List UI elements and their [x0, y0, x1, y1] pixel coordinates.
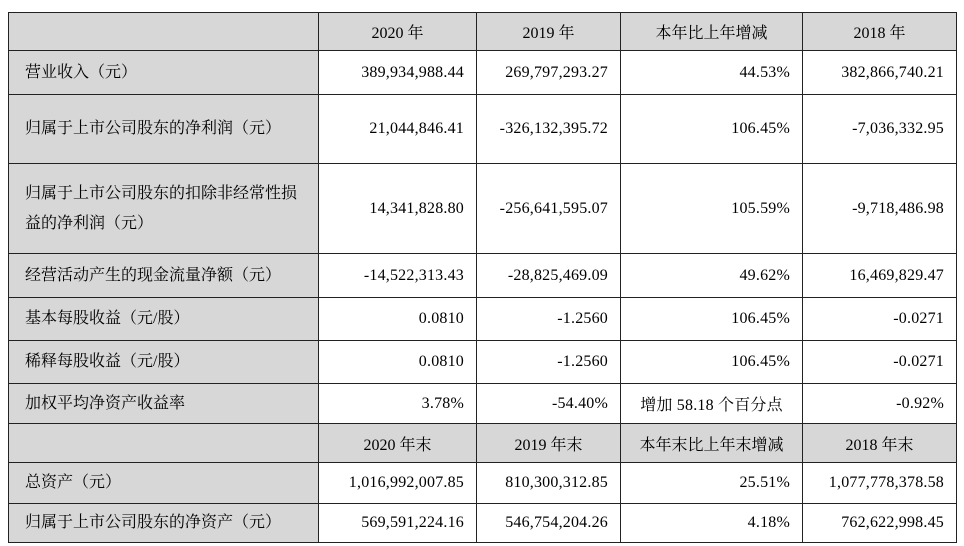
value-cell: 4.18%	[621, 504, 803, 543]
value-cell: 105.59%	[621, 164, 803, 254]
col-header-2019: 2019 年	[477, 13, 621, 51]
value-cell: 389,934,988.44	[319, 51, 477, 95]
value-cell: 增加 58.18 个百分点	[621, 384, 803, 424]
annual-header-row	[9, 13, 957, 51]
row-label: 基本每股收益（元/股）	[9, 298, 319, 341]
col-header-2020-eoy: 2020 年末	[319, 424, 477, 463]
value-cell: 16,469,829.47	[803, 254, 957, 298]
value-cell: 25.51%	[621, 463, 803, 504]
value-cell: -9,718,486.98	[803, 164, 957, 254]
row-operating-revenue	[9, 51, 957, 95]
row-label: 营业收入（元）	[9, 51, 319, 95]
col-header-2019-eoy: 2019 年末	[477, 424, 621, 463]
corner-cell	[9, 13, 319, 51]
value-cell: 810,300,312.85	[477, 463, 621, 504]
row-label: 归属于上市公司股东的净资产（元）	[9, 504, 319, 543]
value-cell: -1.2560	[477, 341, 621, 384]
value-cell: 21,044,846.41	[319, 95, 477, 164]
eoy-header-row	[9, 424, 957, 463]
row-label: 总资产（元）	[9, 463, 319, 504]
value-cell: 569,591,224.16	[319, 504, 477, 543]
col-header-2018-eoy: 2018 年末	[803, 424, 957, 463]
value-cell: 546,754,204.26	[477, 504, 621, 543]
col-header-eoy-change: 本年末比上年末增减	[621, 424, 803, 463]
value-cell: -1.2560	[477, 298, 621, 341]
value-cell: -7,036,332.95	[803, 95, 957, 164]
row-diluted-eps	[9, 341, 957, 384]
value-cell: 762,622,998.45	[803, 504, 957, 543]
value-cell: -326,132,395.72	[477, 95, 621, 164]
row-net-assets-attributable	[9, 504, 957, 543]
value-cell: 382,866,740.21	[803, 51, 957, 95]
value-cell: 3.78%	[319, 384, 477, 424]
value-cell: -256,641,595.07	[477, 164, 621, 254]
value-cell: 106.45%	[621, 298, 803, 341]
row-label: 加权平均净资产收益率	[9, 384, 319, 424]
value-cell: 14,341,828.80	[319, 164, 477, 254]
row-label: 经营活动产生的现金流量净额（元）	[9, 254, 319, 298]
value-cell: 1,077,778,378.58	[803, 463, 957, 504]
row-basic-eps	[9, 298, 957, 341]
value-cell: 0.0810	[319, 298, 477, 341]
value-cell: -0.0271	[803, 341, 957, 384]
value-cell: -0.0271	[803, 298, 957, 341]
row-label: 稀释每股收益（元/股）	[9, 341, 319, 384]
value-cell: 1,016,992,007.85	[319, 463, 477, 504]
row-net-profit-attributable	[9, 95, 957, 164]
value-cell: 269,797,293.27	[477, 51, 621, 95]
row-net-profit-excl-nonrecurring	[9, 164, 957, 254]
value-cell: -28,825,469.09	[477, 254, 621, 298]
value-cell: -54.40%	[477, 384, 621, 424]
value-cell: 49.62%	[621, 254, 803, 298]
col-header-2018: 2018 年	[803, 13, 957, 51]
row-operating-cash-flow	[9, 254, 957, 298]
col-header-yoy-change: 本年比上年增减	[621, 13, 803, 51]
row-weighted-avg-roe	[9, 384, 957, 424]
row-label: 归属于上市公司股东的扣除非经常性损益的净利润（元）	[9, 164, 319, 254]
value-cell: 44.53%	[621, 51, 803, 95]
value-cell: 0.0810	[319, 341, 477, 384]
value-cell: -0.92%	[803, 384, 957, 424]
value-cell: -14,522,313.43	[319, 254, 477, 298]
value-cell: 106.45%	[621, 341, 803, 384]
row-total-assets	[9, 463, 957, 504]
col-header-2020: 2020 年	[319, 13, 477, 51]
value-cell: 106.45%	[621, 95, 803, 164]
row-label: 归属于上市公司股东的净利润（元）	[9, 95, 319, 164]
corner-cell	[9, 424, 319, 463]
financial-summary-table	[8, 12, 957, 543]
